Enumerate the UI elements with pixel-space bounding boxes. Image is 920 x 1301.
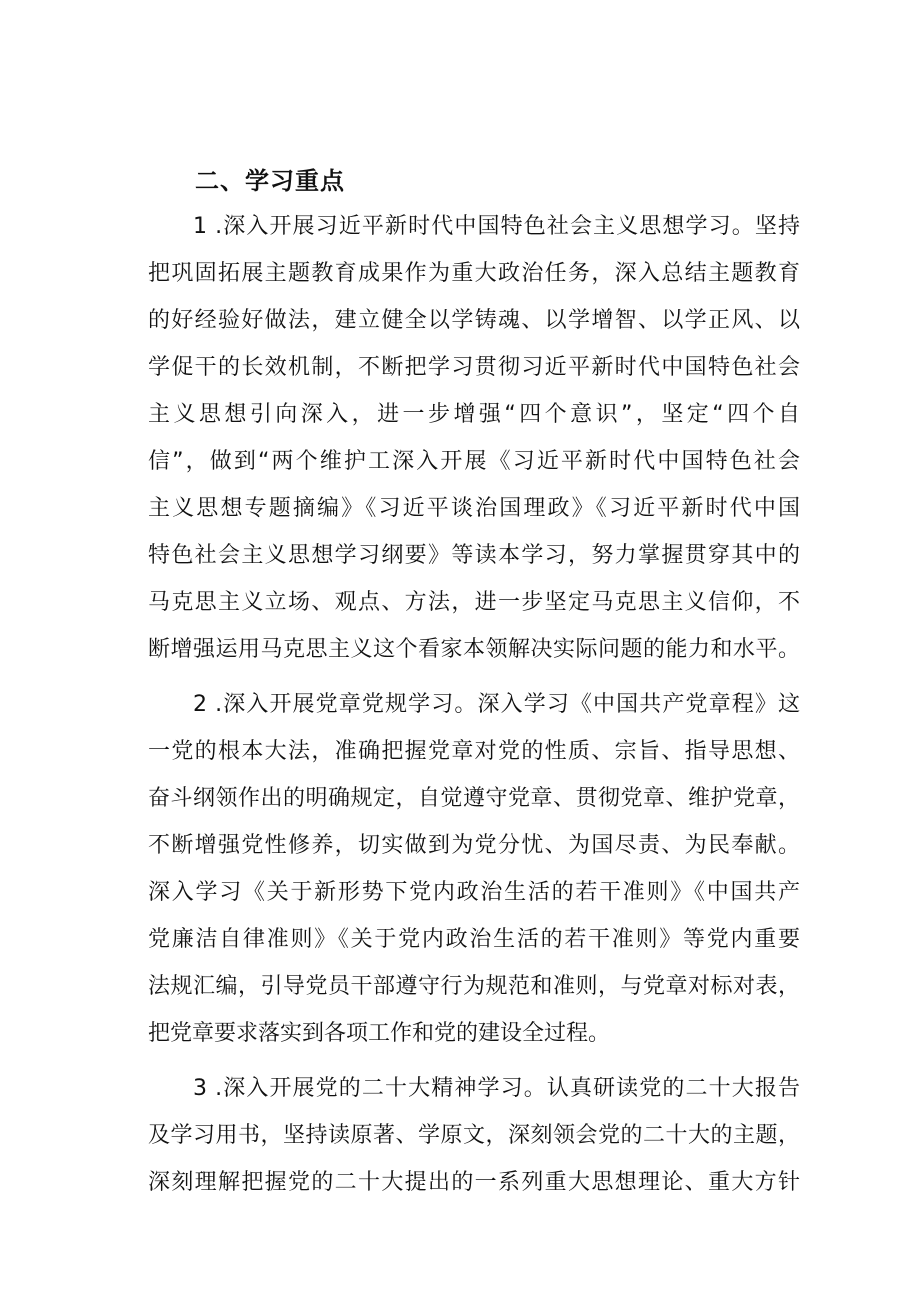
- paragraph-line: 3 .深入开展党的二十大精神学习。认真研读党的二十大报告: [193, 1076, 800, 1101]
- paragraph-line: 信”，做到“两个维护工深入开展《习近平新时代中国特色社会: [148, 449, 800, 474]
- paragraph-line: 奋斗纲领作出的明确规定，自觉遵守党章、贯彻党章、维护党章，: [148, 786, 800, 811]
- paragraph-line: 主义思想引向深入，进一步增强“四个意识”，坚定“四个自: [148, 402, 800, 427]
- paragraph-line: 及学习用书，坚持读原著、学原文，深刻领会党的二十大的主题，: [148, 1123, 800, 1148]
- paragraph-line: 断增强运用马克思主义这个看家本领解决实际问题的能力和水平。: [148, 637, 800, 662]
- paragraph-line: 主义思想专题摘编》《习近平谈治国理政》《习近平新时代中国: [148, 496, 800, 521]
- paragraph-line: 一党的根本大法，准确把握党章对党的性质、宗旨、指导思想、: [148, 739, 800, 764]
- paragraph-3: [148, 1065, 800, 1206]
- paragraph-line: 马克思主义立场、观点、方法，进一步坚定马克思主义信仰，不: [148, 590, 800, 615]
- paragraph-line: 深刻理解把握党的二十大提出的一系列重大思想理论、重大方针: [148, 1170, 800, 1195]
- paragraph-2: [148, 681, 800, 1057]
- paragraph-line: 深入学习《关于新形势下党内政治生活的若干准则》《中国共产: [148, 880, 800, 905]
- document-body: [148, 203, 800, 1214]
- paragraph-line: 不断增强党性修养，切实做到为党分忧、为国尽责、为民奉献。: [148, 833, 800, 858]
- paragraph-line: 2 .深入开展党章党规学习。深入学习《中国共产党章程》这: [193, 692, 800, 717]
- paragraph-line: 法规汇编，引导党员干部遵守行为规范和准则，与党章对标对表，: [148, 974, 800, 999]
- paragraph-1: [148, 203, 800, 673]
- paragraph-line: 把巩固拓展主题教育成果作为重大政治任务，深入总结主题教育: [148, 261, 800, 286]
- paragraph-line: 把党章要求落实到各项工作和党的建设全过程。: [148, 1021, 611, 1046]
- paragraph-line: 党廉洁自律准则》《关于党内政治生活的若干准则》等党内重要: [148, 927, 800, 952]
- paragraph-line: 的好经验好做法，建立健全以学铸魂、以学增智、以学正风、以: [148, 308, 800, 333]
- paragraph-line: 特色社会主义思想学习纲要》等读本学习，努力掌握贯穿其中的: [148, 543, 800, 568]
- paragraph-line: 1 .深入开展习近平新时代中国特色社会主义思想学习。坚持: [193, 214, 800, 239]
- section-heading: 二、学习重点: [195, 167, 345, 195]
- paragraph-line: 学促干的长效机制，不断把学习贯彻习近平新时代中国特色社会: [148, 355, 800, 380]
